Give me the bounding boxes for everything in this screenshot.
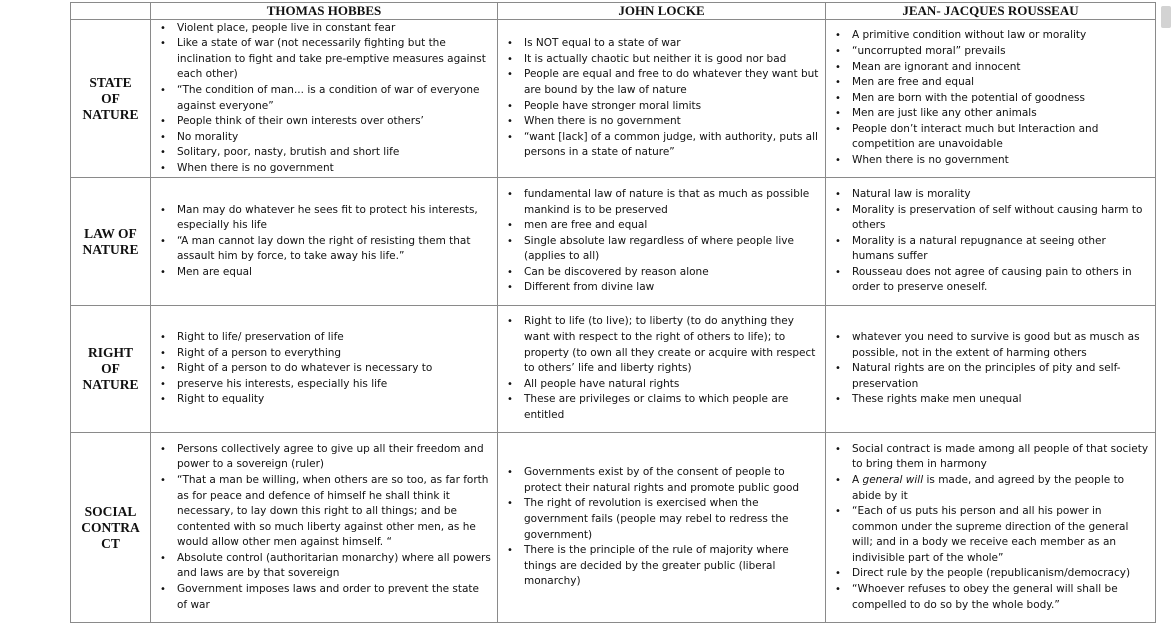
row-header-line: NATURE — [82, 377, 139, 392]
bullet-item: • These are privileges or claims to which people are entitled — [498, 392, 819, 423]
bullet-item: • Morality is preservation of self without causing harm to others — [826, 203, 1149, 234]
bullet-list — [826, 187, 1155, 296]
bullet-list — [498, 465, 825, 590]
bullet-item: • Mean are ignorant and innocent — [826, 60, 1149, 76]
bullet-item: • Absolute control (authoritarian monarchy) where all powers and laws are by that sovereign — [151, 551, 491, 582]
bullet-list — [826, 330, 1155, 408]
bullet-item: • Men are free and equal — [826, 75, 1149, 91]
bullet-item: • “That a man be willing, when others are so too, as far forth as for peace and defence of himself he shall think it necessary, to lay down this right to all things; and be contented with so much liberty against other men, as he would allow other men against himself. “ — [151, 473, 491, 551]
bullet-item: • When there is no government — [151, 161, 491, 177]
bullet-item: • fundamental law of nature is that as much as possible mankind is to be preserved — [498, 187, 819, 218]
row-header-line: STATE — [89, 74, 132, 90]
row-header-line: OF — [101, 90, 120, 106]
bullet-list — [826, 442, 1155, 614]
row-header-line: OF — [101, 361, 120, 376]
comparison-table — [70, 2, 1156, 623]
row-header-line: CONTRA — [81, 519, 140, 535]
bullet-list — [151, 442, 497, 614]
bullet-item: • Governments exist by of the consent of people to protect their natural rights and promote public good — [498, 465, 819, 496]
hobbes-cell — [151, 178, 498, 306]
bullet-item: • Solitary, poor, nasty, brutish and short life — [151, 145, 491, 161]
bullet-item: • The right of revolution is exercised when the government fails (people may rebel to redress the government) — [498, 496, 819, 543]
bullet-item: • Men are equal — [151, 265, 491, 281]
row-law-of-nature — [71, 178, 1156, 306]
bullet-item: • There is the principle of the rule of majority where things are decided by the greater public (liberal monarchy) — [498, 543, 819, 590]
row-header — [71, 178, 151, 306]
bullet-item: • Direct rule by the people (republicanism/democracy) — [826, 566, 1149, 582]
bullet-item: • men are free and equal — [498, 218, 819, 234]
bullet-item: • Social contract is made among all people of that society to bring them in harmony — [826, 442, 1149, 473]
locke-cell — [498, 433, 826, 623]
bullet-list — [151, 203, 497, 281]
corner-cell — [71, 3, 151, 20]
bullet-item: • Man may do whatever he sees fit to protect his interests, especially his life — [151, 203, 491, 234]
rousseau-cell — [826, 306, 1156, 433]
hobbes-cell — [151, 20, 498, 178]
row-right-of-nature — [71, 306, 1156, 433]
column-header-locke: JOHN LOCKE — [498, 3, 826, 20]
bullet-item: • Violent place, people live in constant fear — [151, 21, 491, 37]
bullet-item: • Is NOT equal to a state of war — [498, 36, 819, 52]
row-header-line: SOCIAL — [84, 503, 137, 519]
row-header-line: RIGHT — [87, 345, 133, 360]
bullet-item: • No morality — [151, 130, 491, 146]
bullet-list — [498, 187, 825, 296]
bullet-item: • Natural law is morality — [826, 187, 1149, 203]
row-social-contract — [71, 433, 1156, 623]
bullet-item: • Right to life/ preservation of life — [151, 330, 491, 346]
bullet-item: • These rights make men unequal — [826, 392, 1149, 408]
bullet-item: • Rousseau does not agree of causing pain to others in order to preserve oneself. — [826, 265, 1149, 296]
bullet-item: • whatever you need to survive is good but as musch as possible, not in the extent of harming others — [826, 330, 1149, 361]
bullet-item: • Government imposes laws and order to prevent the state of war — [151, 582, 491, 613]
bullet-item: • A general will is made, and agreed by the people to abide by it — [826, 473, 1149, 504]
bullet-list — [498, 36, 825, 161]
row-header-line: CT — [101, 535, 120, 551]
bullet-item: • People are equal and free to do whatever they want but are bound by the law of nature — [498, 67, 819, 98]
bullet-item: • preserve his interests, especially his life — [151, 377, 491, 393]
locke-cell — [498, 178, 826, 306]
bullet-item: • People don’t interact much but Interaction and competition are unavoidable — [826, 122, 1149, 153]
hobbes-cell — [151, 433, 498, 623]
bullet-item: • When there is no government — [498, 114, 819, 130]
bullet-item: • “Whoever refuses to obey the general will shall be compelled to do so by the whole body.” — [826, 582, 1149, 613]
bullet-item: • “A man cannot lay down the right of resisting them that assault him by force, to take away his life.” — [151, 234, 491, 265]
bullet-item: • All people have natural rights — [498, 377, 819, 393]
bullet-item: • Natural rights are on the principles of pity and self-preservation — [826, 361, 1149, 392]
bullet-item: • It is actually chaotic but neither it is good nor bad — [498, 52, 819, 68]
row-header — [71, 20, 151, 178]
column-header-hobbes: THOMAS HOBBES — [151, 3, 498, 20]
bullet-item: • “Each of us puts his person and all his power in common under the supreme direction of the general will; and in a body we receive each member as an indivisible part of the whole” — [826, 504, 1149, 566]
row-header-line: LAW OF — [84, 225, 137, 241]
bullet-item: • “uncorrupted moral” prevails — [826, 44, 1149, 60]
bullet-item: • “want [lack] of a common judge, with authority, puts all persons in a state of nature” — [498, 130, 819, 161]
bullet-item: • Right of a person to everything — [151, 346, 491, 362]
bullet-item: • “The condition of man... is a condition of war of everyone against everyone” — [151, 83, 491, 114]
bullet-list — [498, 314, 825, 423]
bullet-item: • Right to equality — [151, 392, 491, 408]
bullet-item: • Like a state of war (not necessarily fighting but the inclination to fight and take pre-emptive measures against each other) — [151, 36, 491, 83]
locke-cell — [498, 306, 826, 433]
bullet-item: • People have stronger moral limits — [498, 99, 819, 115]
row-header — [71, 433, 151, 623]
bullet-item: • Can be discovered by reason alone — [498, 265, 819, 281]
bullet-item: • Different from divine law — [498, 280, 819, 296]
bullet-item: • Single absolute law regardless of where people live (applies to all) — [498, 234, 819, 265]
row-header-line: NATURE — [82, 241, 139, 257]
bullet-item: • Persons collectively agree to give up all their freedom and power to a sovereign (ruler) — [151, 442, 491, 473]
bullet-item: • Men are born with the potential of goodness — [826, 91, 1149, 107]
bullet-item: • When there is no government — [826, 153, 1149, 169]
row-header-line: NATURE — [82, 106, 139, 122]
header-row — [71, 3, 1156, 20]
bullet-list — [151, 330, 497, 408]
side-tab-icon[interactable] — [1161, 6, 1171, 28]
bullet-item: • Right of a person to do whatever is necessary to — [151, 361, 491, 377]
rousseau-cell — [826, 20, 1156, 178]
bullet-list — [151, 21, 497, 177]
rousseau-cell — [826, 178, 1156, 306]
bullet-item: • Morality is a natural repugnance at seeing other humans suffer — [826, 234, 1149, 265]
bullet-item: • A primitive condition without law or morality — [826, 28, 1149, 44]
bullet-list — [826, 28, 1155, 168]
bullet-item: • Men are just like any other animals — [826, 106, 1149, 122]
row-state-of-nature — [71, 20, 1156, 178]
bullet-item: • People think of their own interests over others’ — [151, 114, 491, 130]
column-header-rousseau: JEAN- JACQUES ROUSSEAU — [826, 3, 1156, 20]
hobbes-cell — [151, 306, 498, 433]
row-header — [71, 306, 151, 433]
rousseau-cell — [826, 433, 1156, 623]
locke-cell — [498, 20, 826, 178]
bullet-item: • Right to life (to live); to liberty (to do anything they want with respect to the right of others to life); to property (to own all they create or acquire with respect to others’ life and liberty rights) — [498, 314, 819, 376]
